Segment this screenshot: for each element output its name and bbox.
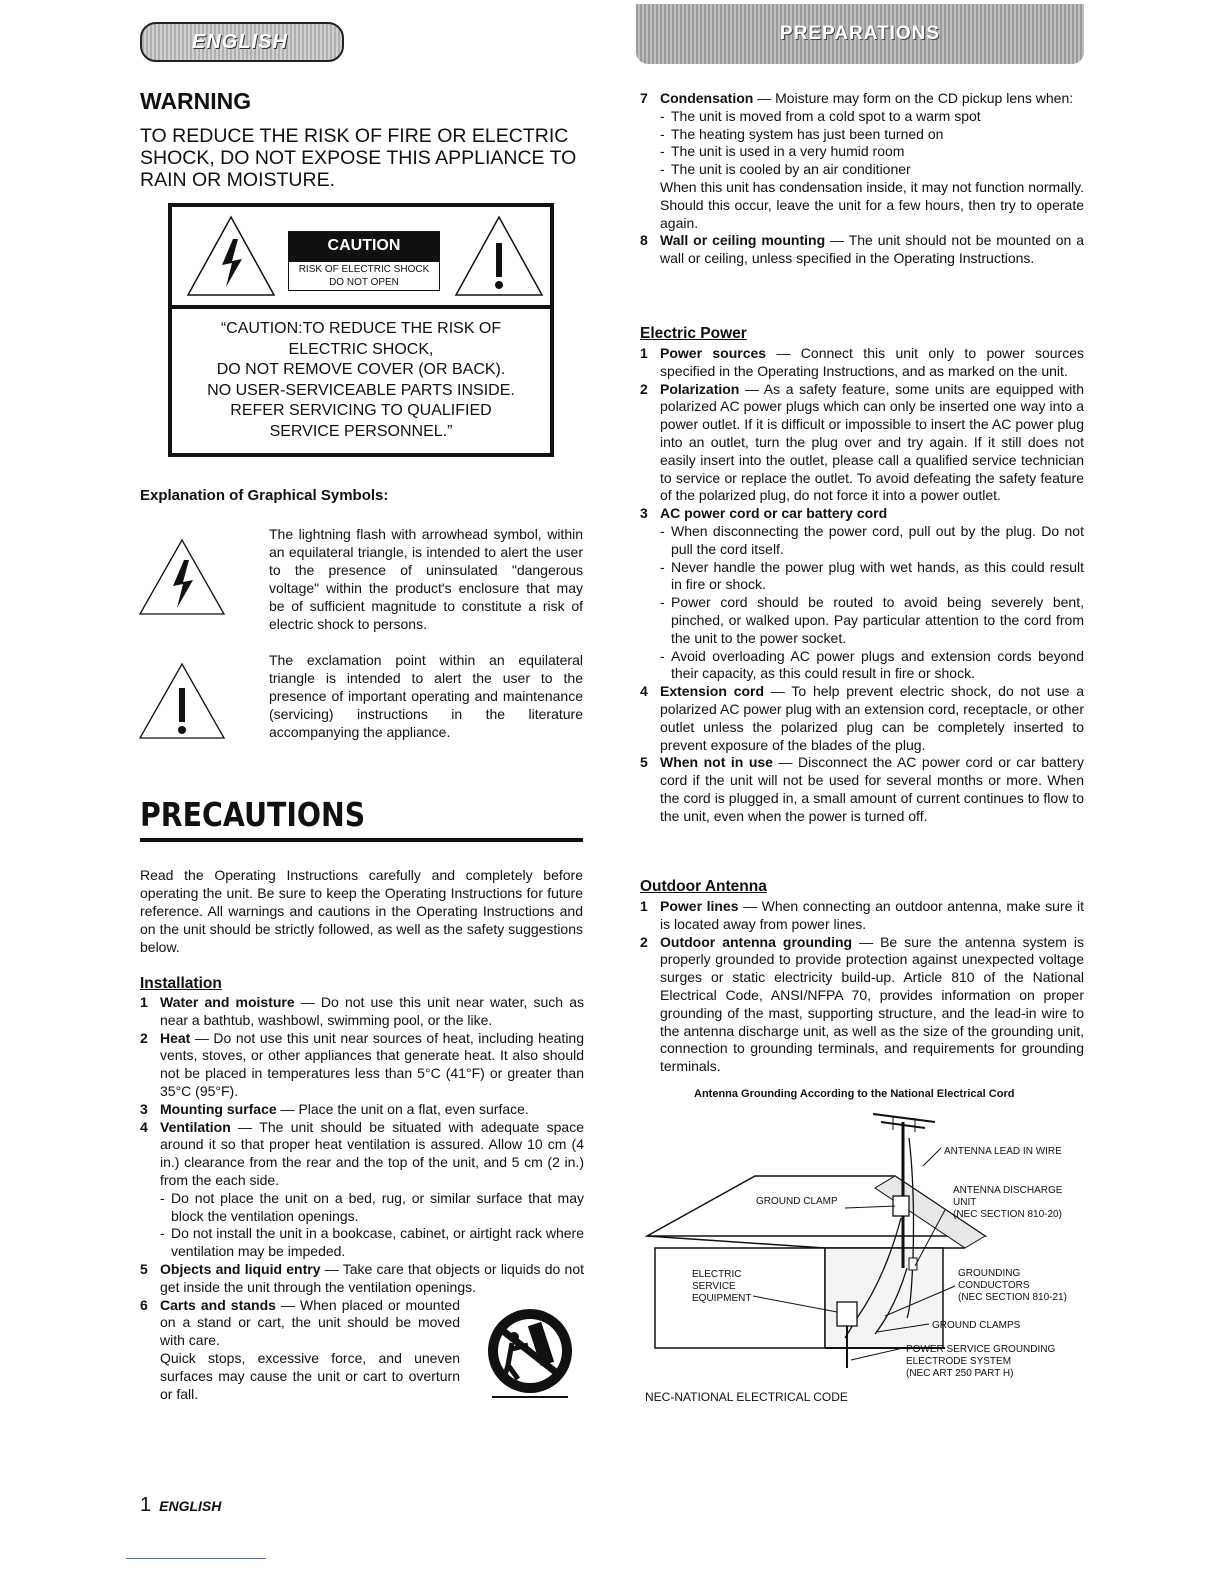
electric-power-list	[640, 345, 1084, 826]
sub-item: - The unit is moved from a cold spot to a warm spot	[660, 108, 1084, 126]
item-text: — When connecting an outdoor antenna, make sure it is located away from power lines.	[660, 898, 1084, 932]
lightning-triangle-icon	[138, 538, 226, 616]
caution-label: CAUTION	[288, 231, 440, 261]
sub-item: - Do not install the unit in a bookcase, cabinet, or airtight rack where ventilation may be impeded.	[160, 1225, 584, 1261]
diagram-title: Antenna Grounding According to the National Electrical Cord	[694, 1088, 1015, 1100]
label-line: (NEC SECTION 810-20)	[953, 1209, 1062, 1220]
label-line: ANTENNA DISCHARGE	[953, 1185, 1063, 1196]
label-line: EQUIPMENT	[692, 1293, 752, 1304]
item-number: 5	[140, 1260, 148, 1277]
label-line: POWER SERVICE GROUNDING	[906, 1344, 1056, 1355]
caution-line: DO NOT REMOVE COVER (OR BACK).	[216, 361, 506, 378]
item-title: When not in use	[660, 754, 773, 771]
carts-extra-text: Quick stops, excessive force, and uneven surfaces may cause the unit or cart to overturn or fall.	[160, 1349, 460, 1402]
item-number: 4	[140, 1118, 148, 1135]
item-number: 2	[640, 380, 648, 397]
installation-heading: Installation	[140, 975, 222, 992]
item-title: Outdoor antenna grounding	[660, 933, 853, 950]
item-number: 2	[640, 933, 648, 950]
label-lead-in: ANTENNA LEAD IN WIRE	[944, 1146, 1062, 1157]
item-text: — The unit should be situated with adequate space around it so that proper heat ventilation is assured. Allow 10 cm (4 in.) clearance from the rear and the top of the unit, and 5 cm (2 in.) from the each side.	[160, 1118, 584, 1188]
precautions-heading: PRECAUTIONS	[140, 795, 366, 834]
item-title: Power lines	[660, 898, 739, 914]
item-text: — Moisture may form on the CD pickup lens when:	[753, 90, 1074, 106]
item-text: — Disconnect the AC power cord or car battery cord if the unit will not be used for several months or more. When the cord is plugged in, a small amount of current continues to flow to the unit, even when the power is turned off.	[660, 754, 1084, 824]
warning-text: TO REDUCE THE RISK OF FIRE OR ELECTRIC SHOCK, DO NOT EXPOSE THIS APPLIANCE TO RAIN OR MOISTURE.	[140, 125, 577, 191]
item-text: — Be sure the antenna system is properly grounded to provide protection against unexpected voltage surges or static electricity build-up. Article 810 of the National Electrical Code, ANSI/NFPA 70, provides information on proper grounding of the mast, supporting structure, and the lead-in wire to the antenna discharge unit, as well as the size of the grounding unit, connection to grounding terminals, and requirements for grounding terminals.	[660, 933, 1084, 1075]
item-title: Extension cord	[660, 683, 765, 700]
sub-item: - Never handle the power plug with wet hands, as this could result in fire or shock.	[660, 559, 1084, 595]
item-title: Objects and liquid entry	[160, 1260, 321, 1277]
electric-power-heading: Electric Power	[640, 325, 747, 342]
diagram-footnote: NEC-NATIONAL ELECTRICAL CODE	[645, 1390, 848, 1404]
section-tab	[636, 4, 1084, 64]
list-item	[140, 1297, 460, 1404]
label-line: (NEC SECTION 810-21)	[958, 1292, 1067, 1303]
item-text: — To help prevent electric shock, do not use a polarized AC power plug with an extension cord, receptacle, or other outlet unless the polarized plug can be completely inserted to prevent exposure of the blades of the plug.	[660, 683, 1084, 753]
label-line: GROUNDING	[958, 1268, 1021, 1279]
list-item	[140, 1119, 584, 1261]
sub-item: - Do not place the unit on a bed, rug, or similar surface that may block the ventilation openings.	[160, 1190, 584, 1226]
caution-text	[172, 319, 550, 442]
bottom-rule	[126, 1558, 266, 1559]
item-title: AC power cord or car battery cord	[660, 505, 888, 522]
list-item	[140, 1030, 584, 1101]
page-number: 1	[140, 1494, 152, 1516]
item-number: 2	[140, 1029, 148, 1046]
item-number: 7	[640, 90, 648, 106]
sub-item: - Avoid overloading AC power plugs and extension cords beyond their capacity, as this could result in fire or shock.	[660, 648, 1084, 684]
item-title: Mounting surface	[160, 1100, 277, 1117]
outdoor-antenna-heading: Outdoor Antenna	[640, 878, 767, 895]
item-title: Ventilation	[160, 1118, 231, 1135]
caution-line: REFER SERVICING TO QUALIFIED	[230, 402, 492, 419]
list-item	[640, 934, 1084, 1076]
item-text: — Do not use this unit near sources of heat, including heating vents, stoves, or other appliances that generate heat. It also should not be placed in temperatures less than 5°C (41°F) or greater than 35°C (95°F).	[160, 1029, 584, 1099]
symbols-heading: Explanation of Graphical Symbols:	[140, 487, 389, 504]
item-text: — When placed or mounted on a stand or cart, the unit should be moved with care.	[160, 1296, 460, 1349]
lightning-explanation: The lightning flash with arrowhead symbol, within an equilateral triangle, is intended to alert the user to the presence of uninsulated "dangerous voltage" within the product's enclosure that may be of sufficient magnitude to constitute a risk of electric shock to persons.	[269, 526, 583, 632]
caution-sub-line1: RISK OF ELECTRIC SHOCK	[298, 264, 430, 275]
label-ground-clamp: GROUND CLAMP	[756, 1196, 838, 1207]
list-item	[640, 683, 1084, 754]
item-number: 5	[640, 754, 648, 771]
precautions-intro: Read the Operating Instructions carefully and completely before operating the unit. Be sure to keep the Operating Instructions for future reference. All warnings and cautions in the Operating Instructions and on the unit should be strictly followed, as well as the safety suggestions below.	[140, 867, 583, 955]
item-number: 1	[640, 898, 648, 914]
item-number: 1	[140, 994, 148, 1010]
outdoor-antenna-list	[640, 898, 1084, 1076]
list-item	[640, 381, 1084, 506]
item-title: Wall or ceiling mounting	[660, 232, 826, 249]
item-number: 8	[640, 232, 648, 249]
sub-item: - When disconnecting the power cord, pull out by the plug. Do not pull the cord itself.	[660, 523, 1084, 559]
item-number: 4	[640, 683, 648, 700]
caution-line: NO USER-SERVICEABLE PARTS INSIDE.	[207, 381, 515, 399]
list-item	[640, 90, 1084, 232]
exclamation-explanation: The exclamation point within an equilateral triangle is intended to alert the user to the presence of important operating and maintenance (servicing) instructions in the literature accompanying the appliance.	[269, 652, 583, 740]
condensation-after-text: When this unit has condensation inside, it may not function normally. Should this occur, leave the unit for a few hours, then try to operate again.	[660, 178, 1084, 231]
sub-item: - The unit is used in a very humid room	[660, 143, 1084, 161]
section-tab-label: PREPARATIONS	[779, 23, 941, 44]
label-grounding-conductors	[958, 1268, 1067, 1304]
label-line: SERVICE	[692, 1281, 736, 1292]
exclamation-triangle-icon	[454, 215, 544, 297]
label-line: ELECTRIC	[692, 1269, 742, 1280]
language-tab-label: ENGLISH	[192, 30, 288, 53]
list-item	[140, 1101, 584, 1119]
item-text: — The unit should not be mounted on a wall or ceiling, unless specified in the Operating Instructions.	[660, 232, 1084, 267]
list-item	[140, 1261, 584, 1297]
list-item	[640, 505, 1084, 683]
caution-box-top	[172, 207, 550, 309]
item-title: Carts and stands	[160, 1296, 276, 1313]
label-power-service-grounding	[906, 1344, 1055, 1380]
footer-language: ENGLISH	[159, 1498, 222, 1514]
item-number: 1	[640, 345, 648, 361]
sub-item: - The unit is cooled by an air conditioner	[660, 161, 1084, 179]
precautions-divider	[140, 838, 583, 842]
lightning-triangle-icon	[186, 215, 276, 297]
label-line: CONDUCTORS	[958, 1280, 1030, 1291]
cart-warning-icon	[478, 1305, 582, 1401]
list-item	[640, 898, 1084, 934]
item-title: Polarization	[660, 380, 740, 397]
warning-heading: WARNING	[140, 88, 252, 114]
label-line: ELECTRODE SYSTEM	[906, 1356, 1012, 1367]
caution-line: “CAUTION:TO REDUCE THE RISK OF	[220, 320, 502, 337]
caution-line: ELECTRIC SHOCK,	[288, 340, 434, 358]
item-text: — Place the unit on a flat, even surface.	[276, 1100, 529, 1117]
item-title: Water and moisture	[160, 994, 295, 1010]
item-title: Condensation	[660, 90, 754, 106]
caution-line: SERVICE PERSONNEL.”	[269, 422, 453, 440]
page-footer	[140, 1494, 221, 1517]
item-text: — Do not use this unit near water, such as near a bathtub, washbowl, swimming pool, or the like.	[160, 994, 584, 1028]
item-title: Power sources	[660, 345, 767, 361]
item-text: — Take care that objects or liquids do not get inside the unit through the ventilation openings.	[160, 1260, 585, 1295]
exclamation-triangle-icon	[138, 662, 226, 740]
sub-item: - Power cord should be routed to avoid being severely bent, pinched, or walked upon. Pay particular attention to the cord from the unit to the power socket.	[660, 594, 1084, 647]
label-discharge-unit	[953, 1185, 1062, 1221]
list-item	[640, 345, 1084, 381]
language-tab	[140, 22, 344, 62]
label-ground-clamps: GROUND CLAMPS	[932, 1320, 1021, 1331]
item-number: 6	[140, 1296, 148, 1313]
label-line: (NEC ART 250 PART H)	[906, 1368, 1014, 1379]
caution-sub-line2: DO NOT OPEN	[329, 277, 399, 288]
preparations-list	[640, 90, 1084, 268]
label-line: UNIT	[953, 1197, 977, 1208]
item-text: — As a safety feature, some units are equipped with polarized AC power plugs which can only be inserted one way into a power outlet. If it is difficult or impossible to insert the AC power plug into an outlet, turn the plug over and try again. If it still does not easily insert into the outlet, please call a qualified service technician to service or replace the outlet. To avoid defeating the safety feature of the polarized plug, do not force it into a power outlet.	[660, 380, 1084, 504]
item-text: — Connect this unit only to power sources specified in the Operating Instructions, and as marked on the unit.	[660, 345, 1084, 379]
list-item	[640, 232, 1084, 268]
caution-box	[168, 203, 554, 457]
list-item	[140, 994, 584, 1030]
label-electric-service	[692, 1269, 751, 1305]
item-number: 3	[640, 505, 648, 522]
item-title: Heat	[160, 1029, 191, 1046]
list-item	[640, 754, 1084, 825]
sub-item: - The heating system has just been turned on	[660, 126, 1084, 144]
caution-sub-label	[288, 261, 440, 291]
item-number: 3	[140, 1100, 148, 1117]
